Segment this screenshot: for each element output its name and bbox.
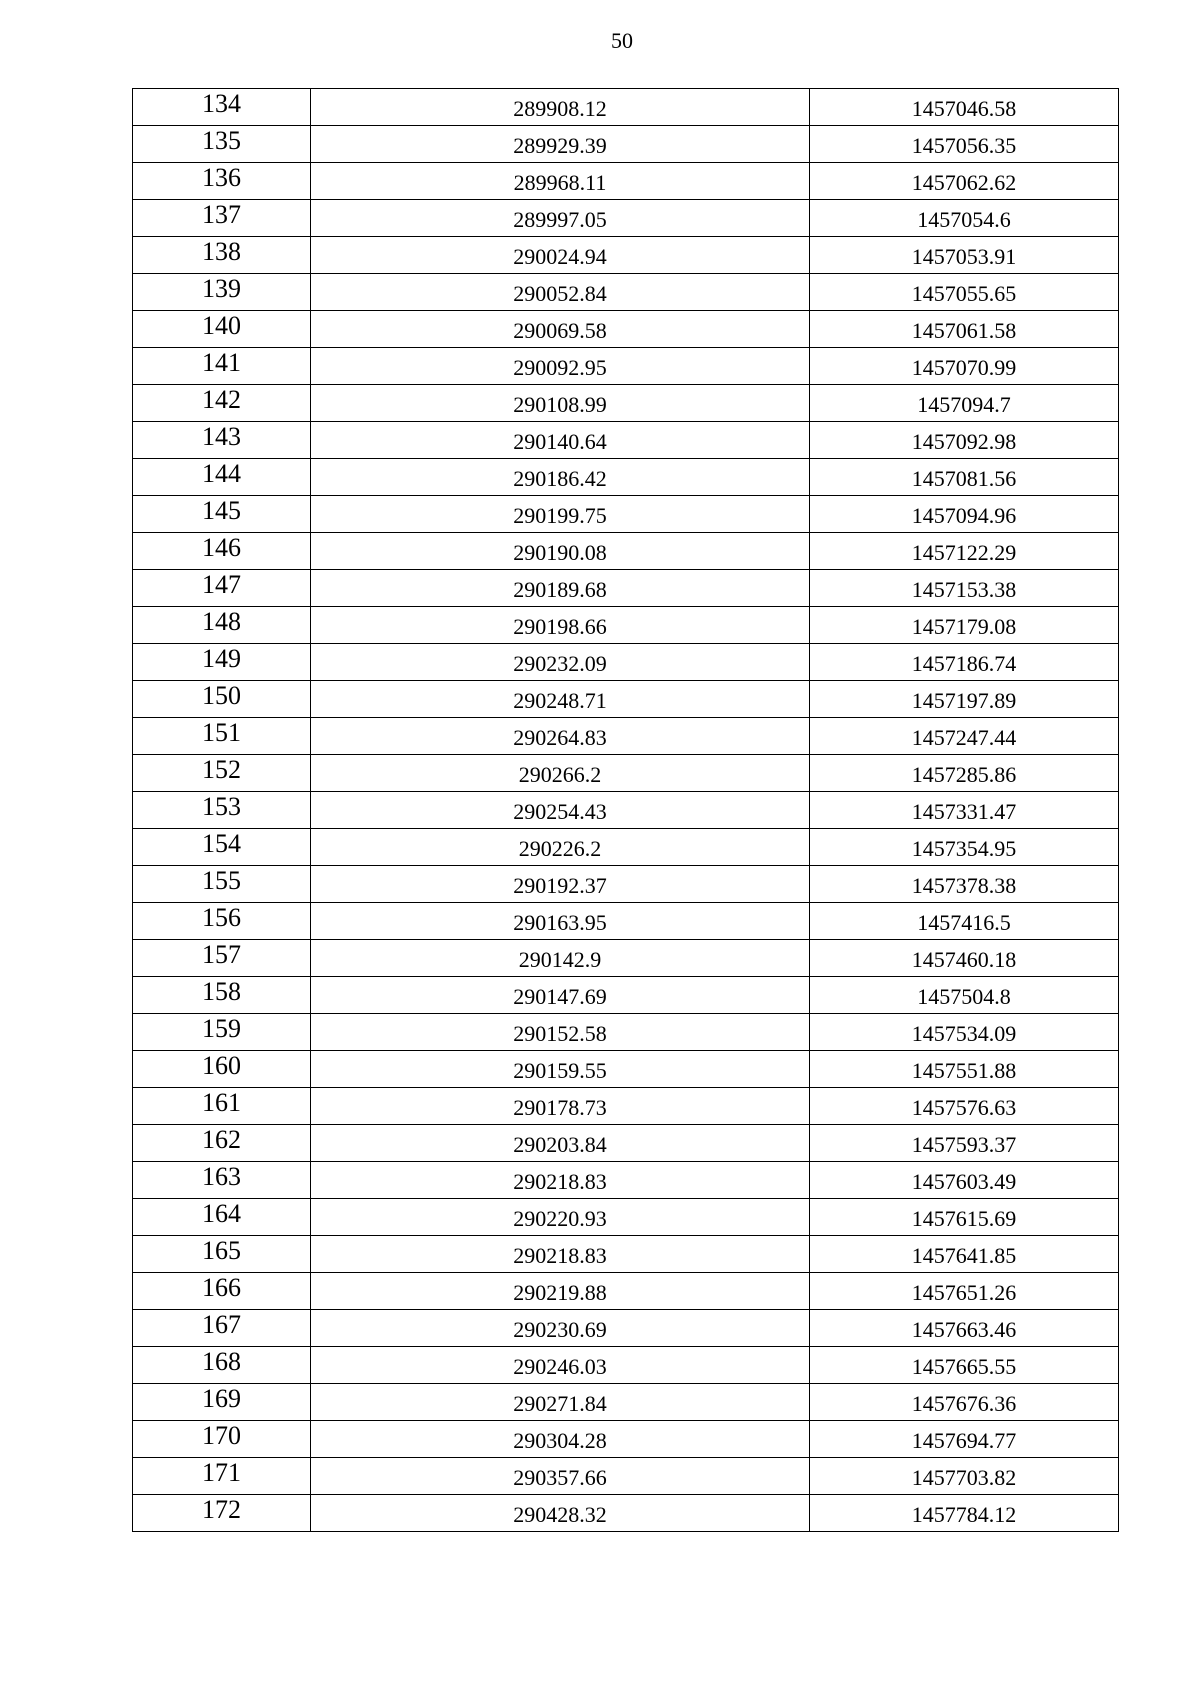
x-coordinate-cell: 290218.83: [311, 1236, 810, 1273]
table-row: [133, 1125, 1119, 1162]
y-coordinate-cell: 1457663.46: [810, 1310, 1119, 1347]
table-row: [133, 1236, 1119, 1273]
y-coordinate-cell: 1457378.38: [810, 866, 1119, 903]
table-row: [133, 644, 1119, 681]
point-number-cell: 144: [133, 459, 311, 496]
y-coordinate-cell: 1457062.62: [810, 163, 1119, 200]
y-coordinate-cell: 1457061.58: [810, 311, 1119, 348]
point-number-cell: 142: [133, 385, 311, 422]
y-coordinate-cell: 1457784.12: [810, 1495, 1119, 1532]
point-number-cell: 160: [133, 1051, 311, 1088]
x-coordinate-cell: 290266.2: [311, 755, 810, 792]
x-coordinate-cell: 290069.58: [311, 311, 810, 348]
y-coordinate-cell: 1457665.55: [810, 1347, 1119, 1384]
point-number-cell: 140: [133, 311, 311, 348]
point-number-cell: 162: [133, 1125, 311, 1162]
point-number-cell: 135: [133, 126, 311, 163]
table-row: [133, 237, 1119, 274]
x-coordinate-cell: 290092.95: [311, 348, 810, 385]
x-coordinate-cell: 290203.84: [311, 1125, 810, 1162]
table-row: [133, 200, 1119, 237]
point-number-cell: 169: [133, 1384, 311, 1421]
y-coordinate-cell: 1457055.65: [810, 274, 1119, 311]
point-number-cell: 138: [133, 237, 311, 274]
table-row: [133, 1088, 1119, 1125]
table-row: [133, 385, 1119, 422]
table-row: [133, 829, 1119, 866]
x-coordinate-cell: 290198.66: [311, 607, 810, 644]
table-row: [133, 1495, 1119, 1532]
point-number-cell: 165: [133, 1236, 311, 1273]
point-number-cell: 152: [133, 755, 311, 792]
point-number-cell: 164: [133, 1199, 311, 1236]
point-number-cell: 150: [133, 681, 311, 718]
point-number-cell: 159: [133, 1014, 311, 1051]
x-coordinate-cell: 290024.94: [311, 237, 810, 274]
x-coordinate-cell: 290218.83: [311, 1162, 810, 1199]
y-coordinate-cell: 1457615.69: [810, 1199, 1119, 1236]
table-row: [133, 348, 1119, 385]
table-row: [133, 274, 1119, 311]
point-number-cell: 146: [133, 533, 311, 570]
point-number-cell: 154: [133, 829, 311, 866]
x-coordinate-cell: 290271.84: [311, 1384, 810, 1421]
x-coordinate-cell: 290192.37: [311, 866, 810, 903]
y-coordinate-cell: 1457534.09: [810, 1014, 1119, 1051]
table-row: [133, 681, 1119, 718]
table-row: [133, 496, 1119, 533]
y-coordinate-cell: 1457331.47: [810, 792, 1119, 829]
table-row: [133, 1199, 1119, 1236]
y-coordinate-cell: 1457354.95: [810, 829, 1119, 866]
y-coordinate-cell: 1457179.08: [810, 607, 1119, 644]
point-number-cell: 171: [133, 1458, 311, 1495]
point-number-cell: 151: [133, 718, 311, 755]
y-coordinate-cell: 1457070.99: [810, 348, 1119, 385]
y-coordinate-cell: 1457053.91: [810, 237, 1119, 274]
table-row: [133, 1051, 1119, 1088]
table-row: [133, 1347, 1119, 1384]
point-number-cell: 147: [133, 570, 311, 607]
x-coordinate-cell: 290147.69: [311, 977, 810, 1014]
point-number-cell: 163: [133, 1162, 311, 1199]
point-number-cell: 155: [133, 866, 311, 903]
x-coordinate-cell: 290186.42: [311, 459, 810, 496]
x-coordinate-cell: 290428.32: [311, 1495, 810, 1532]
x-coordinate-cell: 290189.68: [311, 570, 810, 607]
point-number-cell: 134: [133, 89, 311, 126]
table-row: [133, 126, 1119, 163]
x-coordinate-cell: 290357.66: [311, 1458, 810, 1495]
point-number-cell: 145: [133, 496, 311, 533]
x-coordinate-cell: 290142.9: [311, 940, 810, 977]
x-coordinate-cell: 290246.03: [311, 1347, 810, 1384]
table-row: [133, 1273, 1119, 1310]
table-row: [133, 1310, 1119, 1347]
y-coordinate-cell: 1457504.8: [810, 977, 1119, 1014]
point-number-cell: 161: [133, 1088, 311, 1125]
point-number-cell: 143: [133, 422, 311, 459]
point-number-cell: 156: [133, 903, 311, 940]
point-number-cell: 136: [133, 163, 311, 200]
table-row: [133, 459, 1119, 496]
table-row: [133, 792, 1119, 829]
coordinates-table-body: [133, 89, 1119, 1532]
table-row: [133, 1384, 1119, 1421]
table-row: [133, 1162, 1119, 1199]
y-coordinate-cell: 1457651.26: [810, 1273, 1119, 1310]
x-coordinate-cell: 289968.11: [311, 163, 810, 200]
x-coordinate-cell: 290254.43: [311, 792, 810, 829]
y-coordinate-cell: 1457460.18: [810, 940, 1119, 977]
y-coordinate-cell: 1457054.6: [810, 200, 1119, 237]
x-coordinate-cell: 290230.69: [311, 1310, 810, 1347]
point-number-cell: 148: [133, 607, 311, 644]
y-coordinate-cell: 1457694.77: [810, 1421, 1119, 1458]
y-coordinate-cell: 1457056.35: [810, 126, 1119, 163]
y-coordinate-cell: 1457081.56: [810, 459, 1119, 496]
point-number-cell: 168: [133, 1347, 311, 1384]
point-number-cell: 141: [133, 348, 311, 385]
y-coordinate-cell: 1457122.29: [810, 533, 1119, 570]
y-coordinate-cell: 1457603.49: [810, 1162, 1119, 1199]
x-coordinate-cell: 290152.58: [311, 1014, 810, 1051]
y-coordinate-cell: 1457416.5: [810, 903, 1119, 940]
table-row: [133, 1421, 1119, 1458]
x-coordinate-cell: 290264.83: [311, 718, 810, 755]
y-coordinate-cell: 1457247.44: [810, 718, 1119, 755]
x-coordinate-cell: 289929.39: [311, 126, 810, 163]
table-row: [133, 607, 1119, 644]
table-row: [133, 1458, 1119, 1495]
coordinates-table: [132, 88, 1119, 1532]
point-number-cell: 139: [133, 274, 311, 311]
table-row: [133, 422, 1119, 459]
table-row: [133, 1014, 1119, 1051]
x-coordinate-cell: 290159.55: [311, 1051, 810, 1088]
page-number: 50: [611, 28, 633, 53]
point-number-cell: 172: [133, 1495, 311, 1532]
table-row: [133, 977, 1119, 1014]
y-coordinate-cell: 1457285.86: [810, 755, 1119, 792]
table-row: [133, 718, 1119, 755]
y-coordinate-cell: 1457703.82: [810, 1458, 1119, 1495]
x-coordinate-cell: 290108.99: [311, 385, 810, 422]
point-number-cell: 158: [133, 977, 311, 1014]
table-row: [133, 940, 1119, 977]
point-number-cell: 149: [133, 644, 311, 681]
x-coordinate-cell: 289908.12: [311, 89, 810, 126]
table-row: [133, 866, 1119, 903]
point-number-cell: 170: [133, 1421, 311, 1458]
x-coordinate-cell: 290232.09: [311, 644, 810, 681]
table-row: [133, 570, 1119, 607]
y-coordinate-cell: 1457094.7: [810, 385, 1119, 422]
x-coordinate-cell: 290178.73: [311, 1088, 810, 1125]
x-coordinate-cell: 290163.95: [311, 903, 810, 940]
y-coordinate-cell: 1457641.85: [810, 1236, 1119, 1273]
y-coordinate-cell: 1457676.36: [810, 1384, 1119, 1421]
x-coordinate-cell: 290140.64: [311, 422, 810, 459]
x-coordinate-cell: 289997.05: [311, 200, 810, 237]
y-coordinate-cell: 1457576.63: [810, 1088, 1119, 1125]
x-coordinate-cell: 290220.93: [311, 1199, 810, 1236]
table-row: [133, 755, 1119, 792]
y-coordinate-cell: 1457186.74: [810, 644, 1119, 681]
table-row: [133, 163, 1119, 200]
table-row: [133, 533, 1119, 570]
point-number-cell: 166: [133, 1273, 311, 1310]
y-coordinate-cell: 1457593.37: [810, 1125, 1119, 1162]
x-coordinate-cell: 290190.08: [311, 533, 810, 570]
x-coordinate-cell: 290052.84: [311, 274, 810, 311]
x-coordinate-cell: 290219.88: [311, 1273, 810, 1310]
y-coordinate-cell: 1457197.89: [810, 681, 1119, 718]
y-coordinate-cell: 1457046.58: [810, 89, 1119, 126]
x-coordinate-cell: 290248.71: [311, 681, 810, 718]
point-number-cell: 137: [133, 200, 311, 237]
point-number-cell: 153: [133, 792, 311, 829]
table-row: [133, 89, 1119, 126]
y-coordinate-cell: 1457094.96: [810, 496, 1119, 533]
table-row: [133, 903, 1119, 940]
y-coordinate-cell: 1457551.88: [810, 1051, 1119, 1088]
x-coordinate-cell: 290304.28: [311, 1421, 810, 1458]
x-coordinate-cell: 290199.75: [311, 496, 810, 533]
x-coordinate-cell: 290226.2: [311, 829, 810, 866]
point-number-cell: 167: [133, 1310, 311, 1347]
y-coordinate-cell: 1457153.38: [810, 570, 1119, 607]
y-coordinate-cell: 1457092.98: [810, 422, 1119, 459]
table-row: [133, 311, 1119, 348]
point-number-cell: 157: [133, 940, 311, 977]
